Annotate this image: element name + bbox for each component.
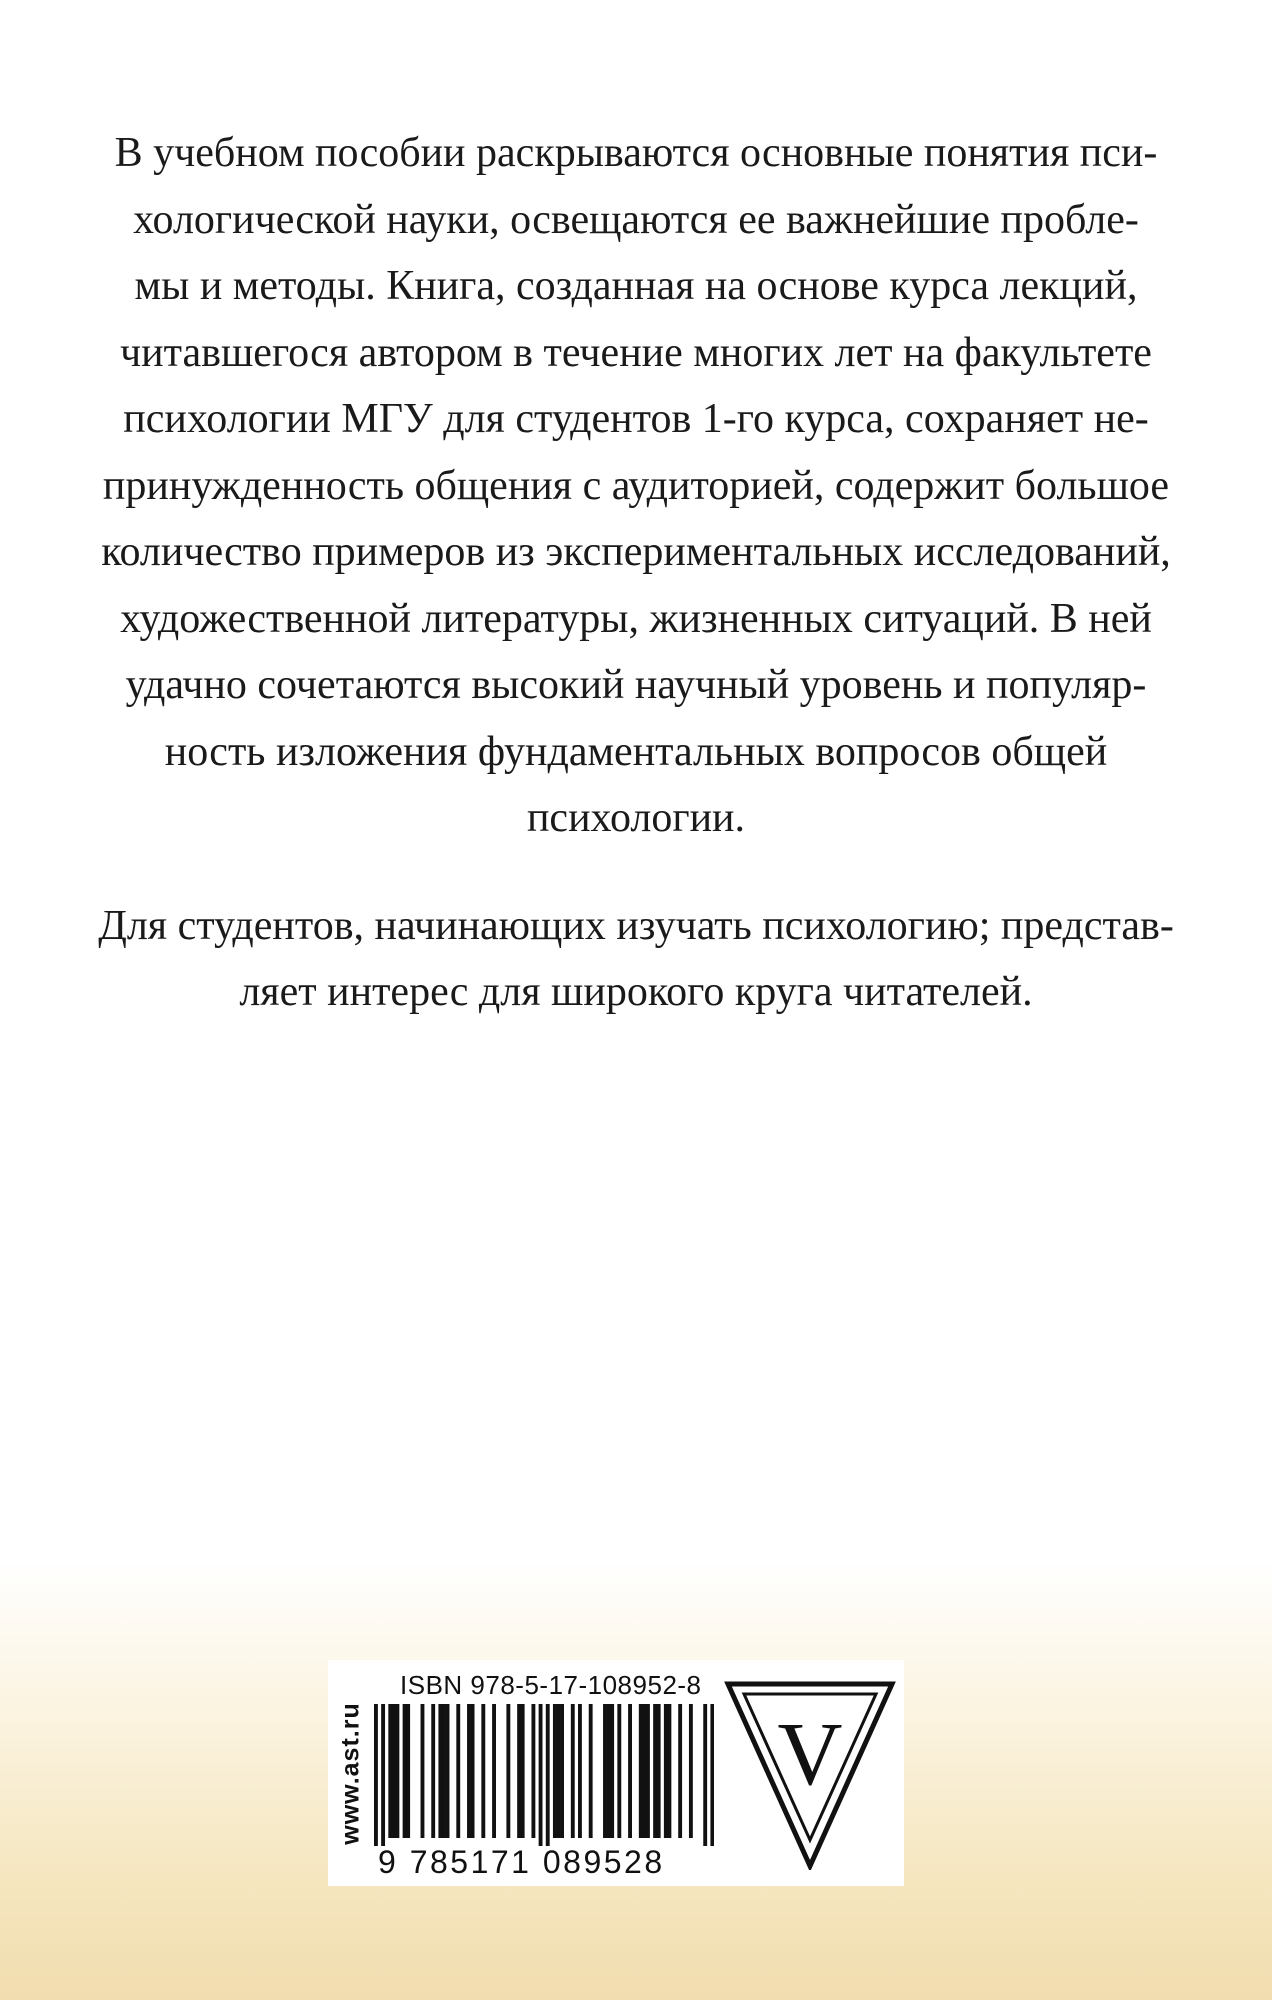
barcode-bar — [642, 1704, 646, 1838]
barcode-bar — [689, 1704, 693, 1838]
barcode-guard-bar — [546, 1704, 550, 1846]
annotation-paragraph-description — [86, 120, 1186, 852]
barcode-bar — [431, 1704, 435, 1838]
barcode-bar — [607, 1704, 611, 1838]
publisher-website — [334, 1660, 368, 1886]
barcode-bar — [506, 1704, 510, 1838]
barcode-guard-bar — [374, 1704, 378, 1846]
audience-line-1: Для студентов, начинающих изучать психологию; представ- — [98, 902, 1174, 949]
barcode-bar — [610, 1704, 614, 1838]
barcode-bar — [392, 1704, 396, 1838]
barcode-bar — [678, 1704, 682, 1838]
barcode-bar — [646, 1704, 650, 1838]
barcode-block — [328, 1660, 904, 1886]
barcode-bar — [517, 1704, 521, 1838]
annotation-line-1: В учебном пособии раскрываются основные понятия пси- — [114, 130, 1158, 176]
annotation-line-6: принужденность общения с аудиторией, содержит большое — [102, 462, 1170, 509]
barcode-bar — [557, 1704, 561, 1838]
book-annotation — [86, 120, 1186, 1026]
barcode-bar — [442, 1704, 446, 1838]
annotation-paragraph-audience — [86, 893, 1186, 1026]
barcode-bar — [603, 1704, 607, 1838]
isbn-label: ISBN 978-5-17-108952-8 — [400, 1670, 702, 1700]
barcode-bar — [456, 1704, 460, 1838]
barcode-bar — [521, 1704, 525, 1838]
barcode-guard-bar — [539, 1704, 543, 1846]
ean-digits: 9 785171 089528 — [378, 1844, 665, 1880]
barcode-bar — [571, 1704, 575, 1838]
annotation-line-7: количество примеров из экспериментальных исследований, — [101, 529, 1171, 575]
barcode-bar — [492, 1704, 496, 1838]
barcode-bar — [421, 1704, 425, 1838]
barcode-bar — [653, 1704, 657, 1838]
barcode-bar — [553, 1704, 557, 1838]
barcode-bar — [481, 1704, 485, 1838]
annotation-line-4: читавшегося автором в течение многих лет на факультете — [120, 329, 1152, 376]
barcode-guard-bar — [703, 1704, 707, 1846]
audience-line-2: ляет интерес для широкого круга читателей. — [239, 969, 1033, 1015]
annotation-line-8: художественной литературы, жизненных ситуаций. В ней — [120, 595, 1152, 642]
annotation-line-9: удачно сочетаются высокий научный уровень и популяр- — [125, 662, 1147, 708]
barcode-guard-bar — [710, 1704, 714, 1846]
barcode-bar — [406, 1704, 410, 1838]
barcode-bar — [395, 1704, 399, 1838]
annotation-line-5: психологии МГУ для студентов 1-го курса, сохраняет не- — [123, 396, 1149, 442]
barcode-bar — [657, 1704, 661, 1838]
barcode-bar — [617, 1704, 621, 1838]
barcode-guard-bar — [381, 1704, 385, 1846]
barcode-bar — [471, 1704, 475, 1838]
annotation-line-2: хологической науки, освещаются ее важнейшие пробле- — [133, 196, 1139, 243]
annotation-line-3: мы и методы. Книга, созданная на основе курса лекций, — [134, 263, 1138, 309]
annotation-line-11: психологии. — [526, 795, 746, 841]
annotation-line-10: ность изложения фундаментальных вопросов общей — [164, 728, 1108, 775]
barcode-bar — [578, 1704, 582, 1838]
age-rating-letter: V — [777, 1705, 843, 1804]
barcode-bar — [589, 1704, 593, 1838]
age-rating-triangle-icon — [724, 1680, 896, 1870]
barcode-bar — [388, 1704, 392, 1838]
barcode-bar — [446, 1704, 450, 1838]
publisher-website-text: www.ast.ru — [336, 1701, 365, 1845]
barcode-bar — [438, 1704, 442, 1838]
barcode-bar — [531, 1704, 535, 1838]
barcode-bar — [560, 1704, 564, 1838]
barcode-bar — [628, 1704, 632, 1838]
barcode-bar — [664, 1704, 668, 1838]
barcode-bar — [667, 1704, 671, 1838]
barcode-bar — [403, 1704, 407, 1838]
ean-barcode — [374, 1704, 714, 1846]
barcode-bar — [467, 1704, 471, 1838]
barcode-bar — [639, 1704, 643, 1838]
